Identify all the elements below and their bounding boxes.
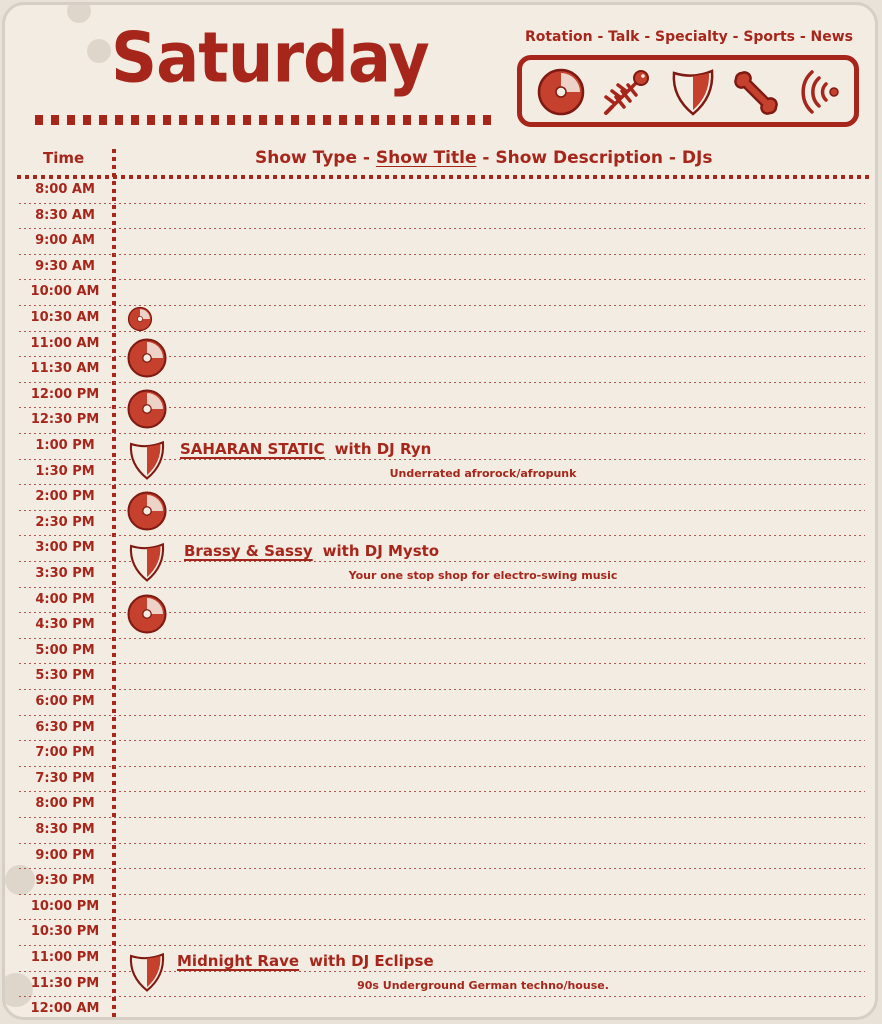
time-label: 9:00 PM [35, 847, 95, 863]
show-djs: with DJ Ryn [334, 440, 432, 458]
broadcast-signal-icon [798, 67, 848, 117]
show-title-link[interactable]: Midnight Rave [177, 952, 300, 970]
time-label: 10:00 PM [30, 898, 100, 914]
title-underline [35, 115, 497, 125]
show-entry [180, 440, 431, 458]
time-label: 2:30 PM [35, 514, 95, 530]
time-label: 9:30 AM [35, 258, 95, 274]
show-type-header: Show Type [255, 148, 358, 168]
vinyl-record-icon [536, 67, 586, 117]
time-row [5, 255, 878, 281]
time-label: 1:00 PM [35, 438, 95, 453]
time-row [5, 920, 878, 946]
time-row [5, 229, 878, 255]
paper-stain [67, 2, 91, 23]
time-label: 11:30 PM [30, 975, 100, 991]
time-column-header: Time [43, 149, 85, 167]
time-row [5, 178, 878, 204]
show-entry [177, 952, 434, 970]
time-row [5, 204, 878, 230]
time-label: 10:00 AM [30, 284, 100, 300]
legend-text: Rotation - Talk - Specialty - Sports - News [524, 29, 854, 45]
time-label: 11:00 AM [30, 335, 100, 351]
time-row [5, 280, 878, 306]
time-row [5, 997, 878, 1020]
time-row [5, 818, 878, 844]
show-description: Underrated afrorock/afropunk [389, 466, 577, 480]
time-label: 8:00 PM [35, 796, 95, 812]
time-label: 1:30 PM [35, 463, 95, 479]
dog-bone-icon [732, 67, 782, 117]
time-label: 8:30 PM [35, 822, 95, 837]
day-title: Saturday [111, 19, 429, 99]
show-title-header: Show Title [375, 148, 477, 168]
vinyl-record-icon [126, 593, 168, 635]
time-row [5, 664, 878, 690]
time-label: 8:00 AM [35, 182, 95, 197]
time-label: 9:00 AM [35, 233, 95, 249]
time-label: 4:00 PM [35, 591, 95, 607]
time-label: 12:00 PM [30, 386, 100, 402]
time-label: 5:00 PM [35, 642, 95, 658]
time-label: 10:30 PM [30, 924, 100, 940]
time-row [5, 690, 878, 716]
djs-header: DJs [681, 148, 713, 168]
show-djs: with DJ Eclipse [309, 952, 434, 970]
vinyl-record-icon [126, 388, 168, 430]
time-label: 3:00 PM [35, 540, 95, 556]
time-label: 11:00 PM [30, 950, 100, 965]
time-label: 12:00 AM [30, 1001, 100, 1017]
time-row [5, 895, 878, 921]
time-row [5, 844, 878, 870]
show-title-link[interactable]: SAHARAN STATIC [180, 440, 325, 458]
time-label: 12:30 PM [30, 412, 100, 428]
show-entry [184, 542, 439, 560]
time-row [5, 767, 878, 793]
schedule-card [2, 2, 878, 1020]
time-label: 8:30 AM [35, 207, 95, 223]
time-label: 11:30 AM [30, 361, 100, 377]
header-separator: - [476, 148, 496, 168]
time-label: 5:30 PM [35, 668, 95, 684]
vinyl-record-icon [126, 337, 168, 379]
vinyl-record-icon [126, 490, 168, 532]
time-row [5, 716, 878, 742]
time-row [5, 792, 878, 818]
vinyl-record-icon [127, 306, 153, 332]
fish-bone-icon [602, 67, 652, 117]
time-row [5, 741, 878, 767]
show-description-header: Show Description [495, 148, 663, 168]
shield-icon [668, 67, 718, 117]
time-label: 7:30 PM [35, 770, 95, 786]
paper-stain [87, 39, 111, 63]
time-row [5, 639, 878, 665]
time-row [5, 869, 878, 895]
time-label: 9:30 PM [35, 873, 95, 889]
time-label: 2:00 PM [35, 489, 95, 505]
time-label: 3:30 PM [35, 566, 95, 581]
show-description: Your one stop shop for electro-swing music [348, 569, 618, 582]
header-separator: - [663, 148, 682, 168]
time-label: 6:00 PM [35, 694, 95, 709]
show-title-link[interactable]: Brassy & Sassy [184, 542, 313, 561]
time-label: 10:30 AM [30, 310, 100, 325]
time-label: 6:30 PM [35, 719, 95, 735]
time-label: 7:00 PM [35, 745, 95, 761]
show-description: 90s Underground German techno/house. [357, 978, 609, 992]
legend-box [517, 55, 859, 127]
header-separator: - [357, 148, 376, 168]
time-label: 4:30 PM [35, 617, 95, 633]
show-djs: with DJ Mysto [322, 542, 440, 561]
show-column-header [255, 148, 712, 168]
